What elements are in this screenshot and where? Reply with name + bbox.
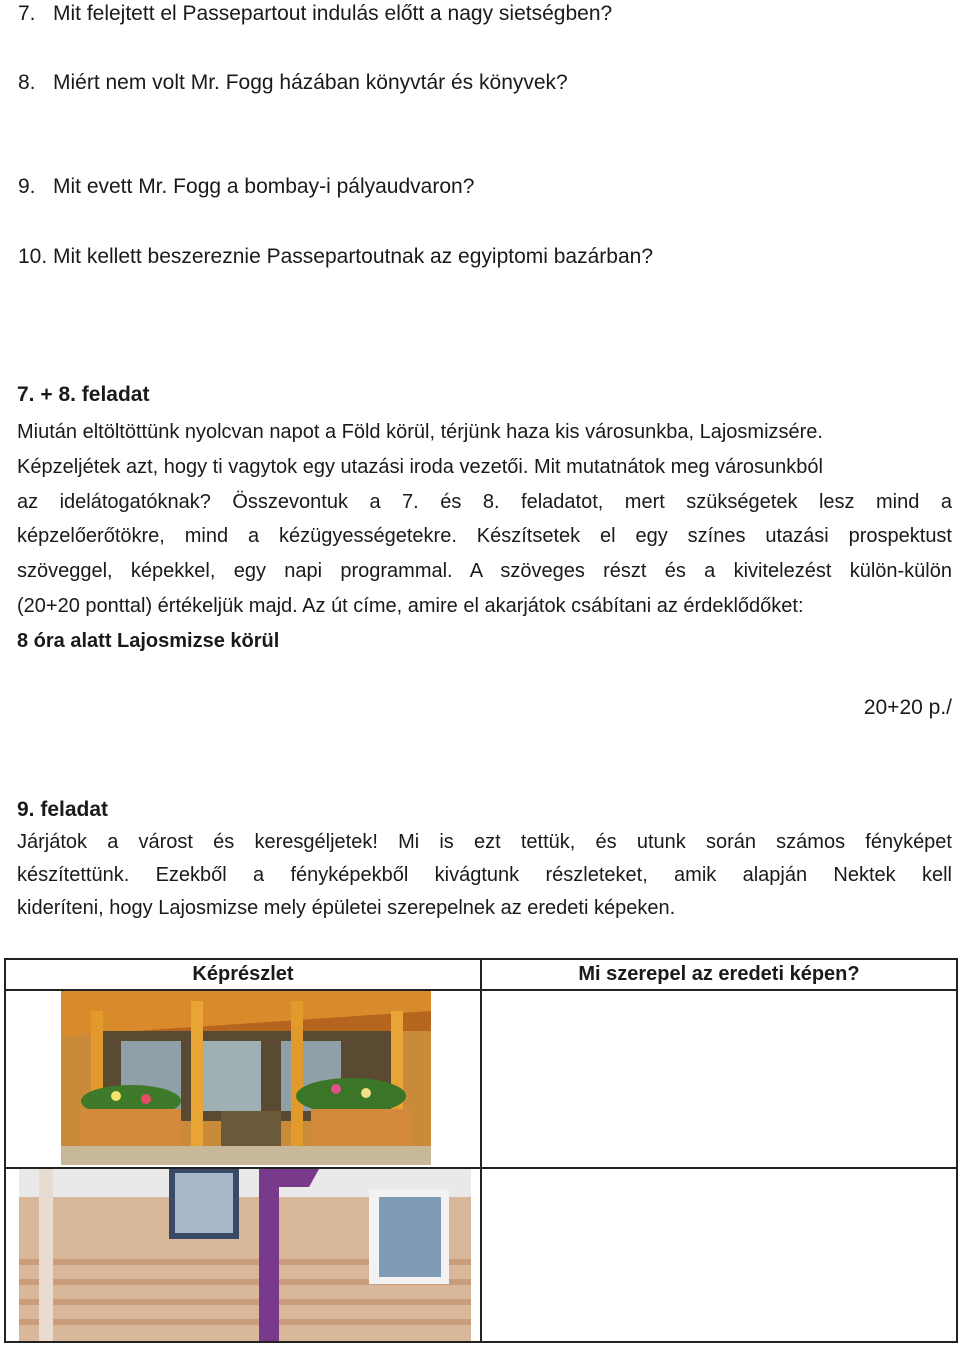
- answer-cell[interactable]: [481, 1168, 957, 1342]
- paragraph-line: az idelátogatóknak? Összevontuk a 7. és 8. feladatot, mert szükségetek lesz mind a: [17, 490, 952, 513]
- question-8: [18, 69, 950, 97]
- question-9: [18, 173, 950, 201]
- question-10: [18, 243, 950, 271]
- task78-score: 20+20 p./: [863, 696, 952, 719]
- question-text: Miért nem volt Mr. Fogg házában könyvtár és könyvek?: [53, 71, 568, 94]
- paragraph-line: képzelőerőtökre, mind a kézügyességetekre. Készítsetek el egy színes utazási prospektust: [17, 525, 952, 548]
- answer-cell[interactable]: [481, 990, 957, 1168]
- paragraph-line: készítettünk. Ezekből a fényképekből kivágtunk részleteket, amik alapján Nektek kell: [17, 864, 952, 886]
- question-number: 7.: [18, 2, 36, 25]
- task78-title: 7. + 8. feladat: [17, 383, 150, 406]
- paragraph-line: (20+20 ponttal) értékeljük majd. Az út címe, amire el akarjátok csábítani az érdeklődőket:: [17, 594, 804, 617]
- terrace-photo: [61, 991, 431, 1165]
- paragraph-line: szöveggel, képekkel, egy napi programmal. A szöveges részt és a kivitelezést külön-külön: [17, 560, 952, 583]
- paragraph-line: Képzeljétek azt, hogy ti vagytok egy utazási iroda vezetői. Mit mutatnátok meg városunkból: [17, 455, 823, 478]
- paragraph-line: Miután eltöltöttünk nyolcvan napot a Föld körül, térjünk haza kis városunkba, Lajosmizsére.: [17, 421, 823, 443]
- question-text: Mit felejtett el Passepartout indulás előtt a nagy sietségben?: [53, 2, 613, 25]
- question-7: [18, 0, 950, 28]
- column-header-answer: Mi szerepel az eredeti képen?: [481, 959, 957, 990]
- column-header-photo: Képrészlet: [5, 959, 481, 990]
- question-number: 10.: [18, 245, 48, 268]
- question-number: 8.: [18, 71, 36, 94]
- trip-title: 8 óra alatt Lajosmizse körül: [17, 629, 280, 652]
- paragraph-line: Járjátok a várost és keresgéljetek! Mi is ezt tettük, és utunk során számos fényképet: [17, 831, 952, 853]
- question-number: 9.: [18, 175, 36, 198]
- question-text: Mit evett Mr. Fogg a bombay-i pályaudvaron?: [53, 175, 475, 198]
- photo-table: [4, 958, 958, 1343]
- task9-description: [17, 826, 952, 925]
- photo-cell: [5, 990, 481, 1168]
- task9-title: 9. feladat: [17, 798, 109, 821]
- question-text: Mit kellett beszereznie Passepartoutnak az egyiptomi bazárban?: [53, 245, 653, 268]
- task78-description: [17, 415, 952, 659]
- building-photo: [19, 1169, 471, 1341]
- paragraph-line: kideríteni, hogy Lajosmizse mely épületei szerepelnek az eredeti képeken.: [17, 897, 676, 919]
- photo-cell: [5, 1168, 481, 1342]
